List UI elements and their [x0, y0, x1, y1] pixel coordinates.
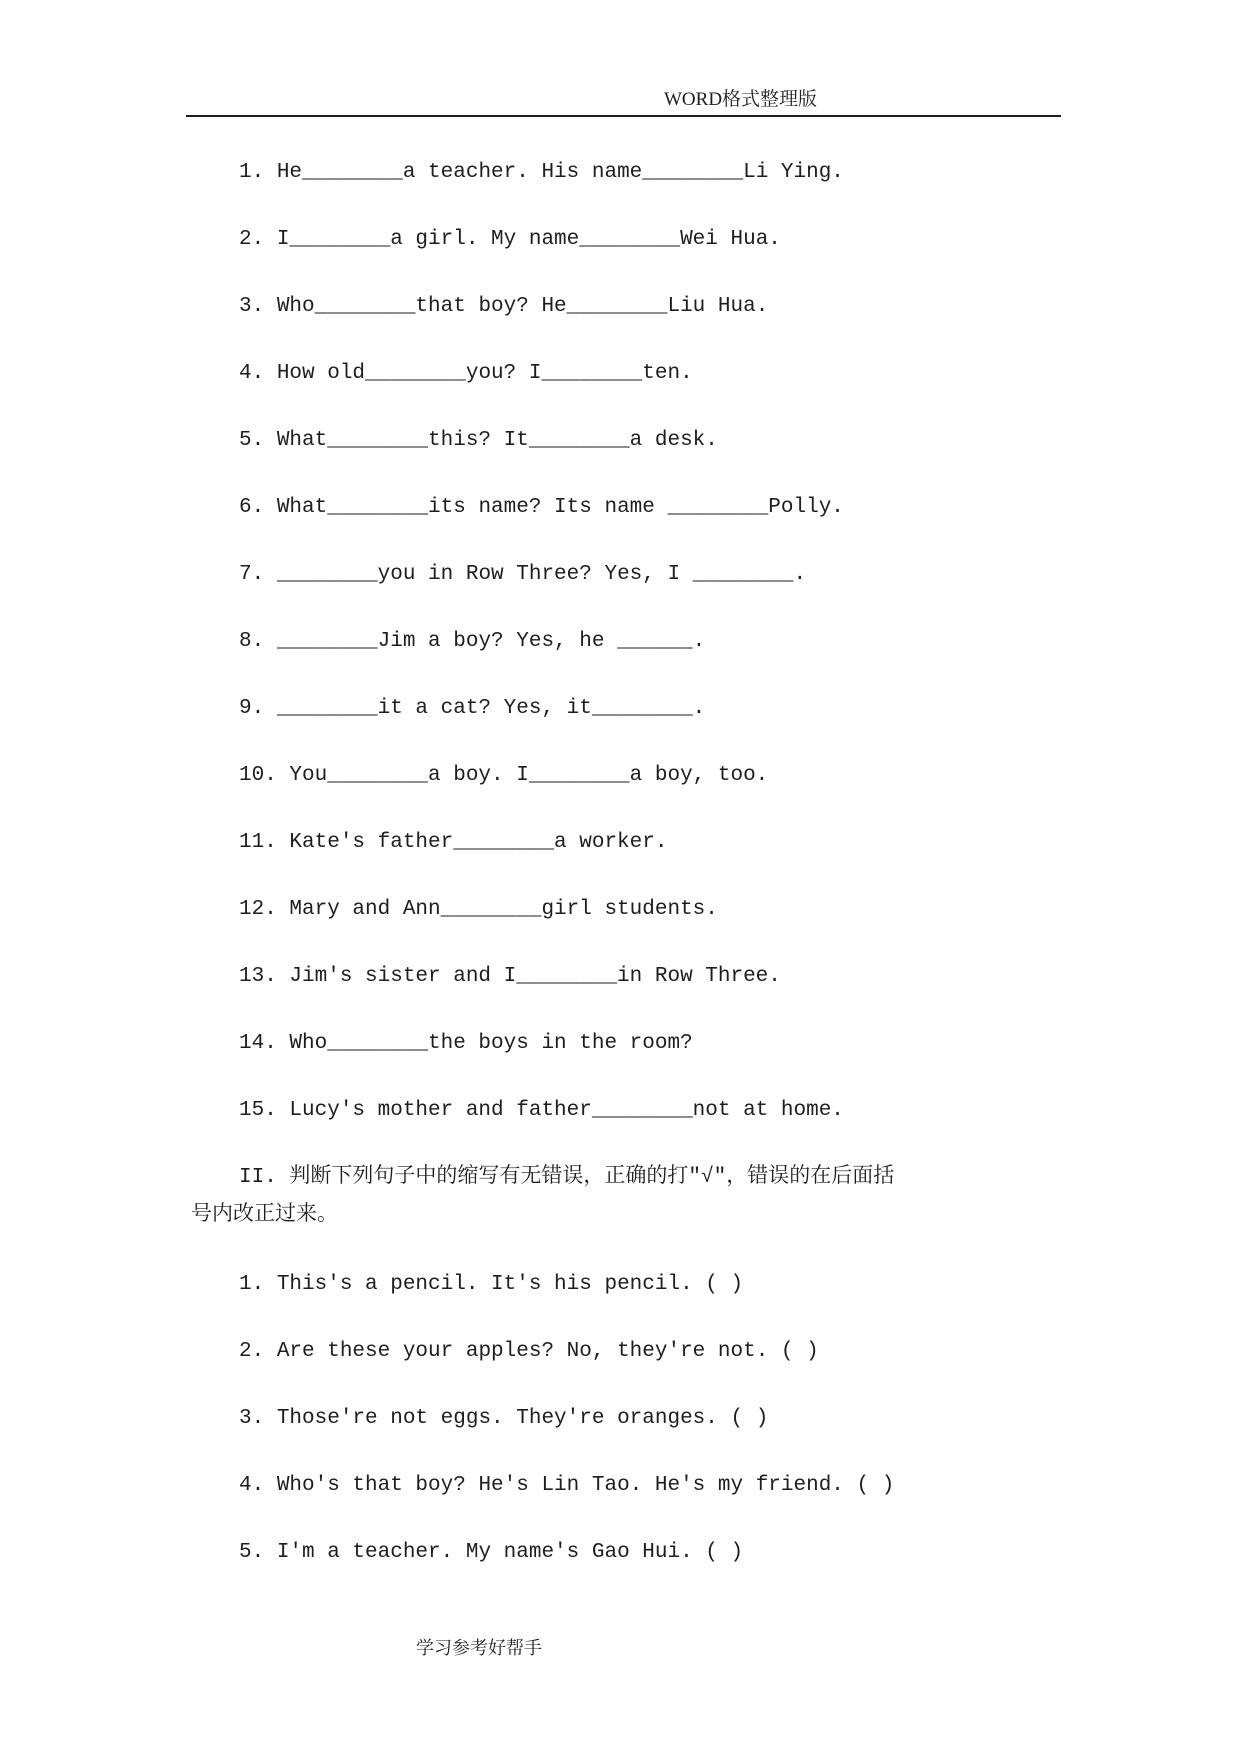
question-item: [239, 809, 1139, 876]
question-text: Who________that boy? He________Liu Hua.: [276, 295, 769, 318]
question-item: [239, 1318, 1139, 1385]
question-number: 3.: [239, 1407, 265, 1430]
question-item: [239, 876, 1139, 943]
question-number: 2.: [239, 228, 265, 251]
question-number: 9.: [239, 697, 265, 720]
question-number: 4.: [239, 362, 265, 385]
question-item: [239, 340, 1139, 407]
question-number: 1.: [239, 161, 265, 184]
section-ii: [191, 1159, 1139, 1235]
question-number: 5.: [239, 429, 265, 452]
question-text: Those're not eggs. They're oranges. ( ): [276, 1407, 769, 1430]
question-text: Who________the boys in the room?: [289, 1032, 693, 1055]
question-text: This's a pencil. It's his pencil. ( ): [276, 1273, 744, 1296]
question-item: [239, 1519, 1139, 1586]
question-item: [239, 1010, 1139, 1077]
question-text: What________its name? Its name ________Polly.: [276, 496, 844, 519]
question-item: [239, 139, 1139, 206]
question-item: [239, 1251, 1139, 1318]
question-text: What________this? It________a desk.: [276, 429, 718, 452]
question-number: 1.: [239, 1273, 265, 1296]
document-body: [191, 139, 1139, 1586]
section-ii-heading-line2: 号内改正过来。: [191, 1204, 338, 1227]
question-text: ________you in Row Three? Yes, I ________.: [276, 563, 807, 586]
question-number: 15.: [239, 1099, 277, 1122]
question-item: [239, 675, 1139, 742]
page-header-title: WORD格式整理版: [664, 89, 818, 110]
question-item: [239, 943, 1139, 1010]
question-text: Mary and Ann________girl students.: [289, 898, 718, 921]
question-item: [239, 742, 1139, 809]
question-item: [239, 206, 1139, 273]
question-number: 7.: [239, 563, 265, 586]
exercise-list-contractions: [239, 1251, 1139, 1586]
question-text: ________Jim a boy? Yes, he ______.: [276, 630, 706, 653]
question-text: He________a teacher. His name________Li Ying.: [276, 161, 844, 184]
question-number: 5.: [239, 1541, 265, 1564]
question-item: [239, 608, 1139, 675]
section-ii-heading-line1: II. 判断下列句子中的缩写有无错误，正确的打"√"，错误的在后面括: [239, 1166, 895, 1189]
header-divider: [186, 115, 1061, 117]
page-footer-text: 学习参考好帮手: [416, 1638, 542, 1658]
question-text: Are these your apples? No, they're not. ( ): [276, 1340, 819, 1363]
question-item: [239, 1385, 1139, 1452]
question-item: [239, 1452, 1139, 1519]
question-text: Lucy's mother and father________not at home.: [289, 1099, 844, 1122]
question-number: 8.: [239, 630, 265, 653]
question-number: 10.: [239, 764, 277, 787]
question-item: [239, 407, 1139, 474]
question-number: 3.: [239, 295, 265, 318]
question-item: [239, 541, 1139, 608]
question-item: [239, 273, 1139, 340]
question-number: 12.: [239, 898, 277, 921]
question-text: Who's that boy? He's Lin Tao. He's my friend. ( ): [276, 1474, 895, 1497]
question-text: I'm a teacher. My name's Gao Hui. ( ): [276, 1541, 744, 1564]
question-number: 14.: [239, 1032, 277, 1055]
question-text: Kate's father________a worker.: [289, 831, 668, 854]
question-text: ________it a cat? Yes, it________.: [276, 697, 706, 720]
question-item: [239, 474, 1139, 541]
question-text: How old________you? I________ten.: [276, 362, 693, 385]
question-item: [239, 1077, 1139, 1144]
question-text: I________a girl. My name________Wei Hua.: [276, 228, 781, 251]
question-number: 4.: [239, 1474, 265, 1497]
question-text: You________a boy. I________a boy, too.: [289, 764, 769, 787]
question-number: 11.: [239, 831, 277, 854]
question-number: 2.: [239, 1340, 265, 1363]
exercise-list-fill-in: [239, 139, 1139, 1144]
question-text: Jim's sister and I________in Row Three.: [289, 965, 781, 988]
question-number: 13.: [239, 965, 277, 988]
question-number: 6.: [239, 496, 265, 519]
